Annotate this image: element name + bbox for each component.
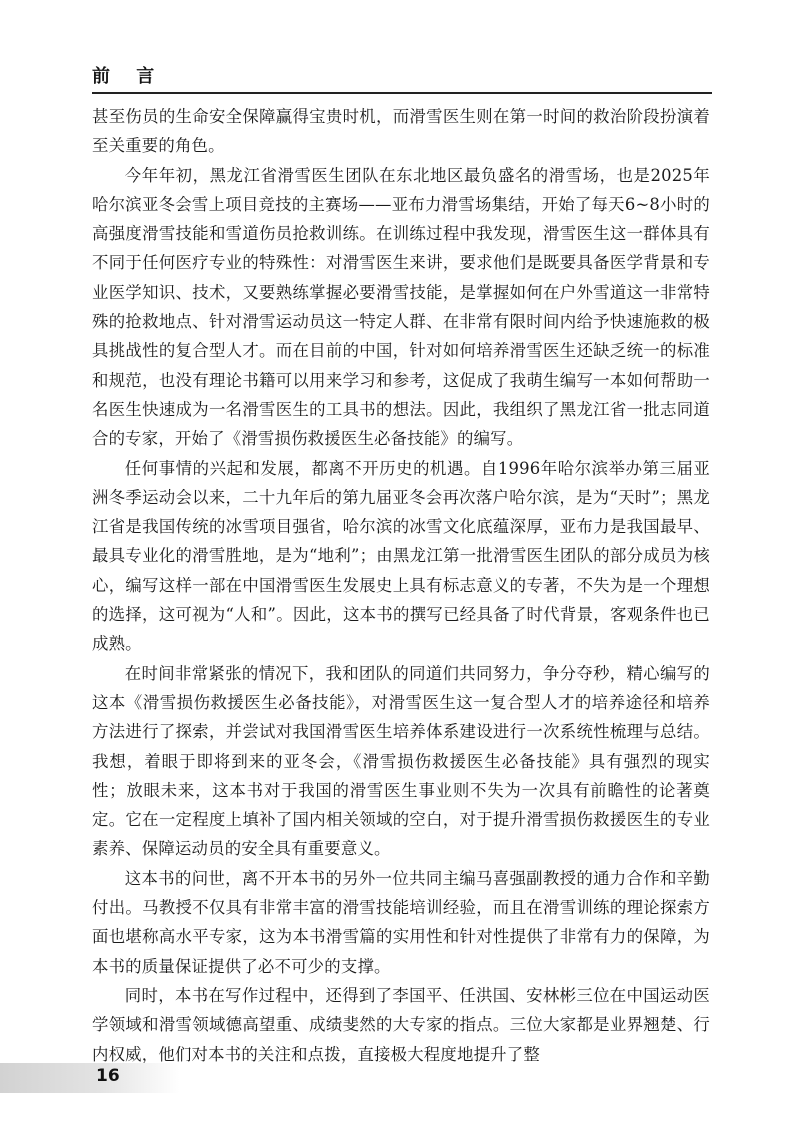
page-number: 16 — [96, 1066, 120, 1086]
paragraph-2: 今年年初，黑龙江省滑雪医生团队在东北地区最负盛名的滑雪场，也是2025年哈尔滨亚冬会雪上项目竞技的主赛场——亚布力滑雪场集结，开始了每天6~8小时的高强度滑雪技能和雪道伤员抢救训练。在训练过程中我发现，滑雪医生这一群体具有不同于任何医疗专业的特殊性：对滑雪医生来讲，要求他们是既要具备医学背景和专业医学知识、技术，又要熟练掌握必要滑雪技能，是掌握如何在户外雪道这一非常特殊的抢救地点、针对滑雪运动员这一特定人群、在非常有限时间内给予快速施救的极具挑战性的复合型人才。而在目前的中国，针对如何培养滑雪医生还缺乏统一的标准和规范，也没有理论书籍可以用来学习和参考，这促成了我萌生编写一本如何帮助一名医生快速成为一名滑雪医生的工具书的想法。因此，我组织了黑龙江省一批志同道合的专家，开始了《滑雪损伤救援医生必备技能》的编写。 — [92, 165, 710, 449]
footer-bar — [0, 1063, 180, 1093]
paragraph-1: 甚至伤员的生命安全保障赢得宝贵时机，而滑雪医生则在第一时间的救治阶段扮演着至关重要的角色。 — [92, 107, 710, 156]
paragraph-3: 任何事情的兴起和发展，都离不开历史的机遇。自1996年哈尔滨举办第三届亚洲冬季运动会以来，二十九年后的第九届亚冬会再次落户哈尔滨，是为“天时”；黑龙江省是我国传统的冰雪项目强省，哈尔滨的冰雪文化底蕴深厚，亚布力是我国最早、最具专业化的滑雪胜地，是为“地利”；由黑龙江第一批滑雪医生团队的部分成员为核心，编写这样一部在中国滑雪医生发展史上具有标志意义的专著，不失为是一个理想的选择，这可视为“人和”。因此，这本书的撰写已经具备了时代背景，客观条件也已成熟。 — [92, 458, 710, 654]
section-header: 前 言 — [92, 66, 165, 87]
header-divider — [92, 92, 712, 94]
paragraph-6: 同时，本书在写作过程中，还得到了李国平、任洪国、安林彬三位在中国运动医学领域和滑雪领域德高望重、成绩斐然的大专家的指点。三位大家都是业界翘楚、行内权威，他们对本书的关注和点拨，直接极大程度地提升了整 — [92, 985, 710, 1064]
body-text — [92, 102, 710, 1069]
paragraph-4: 在时间非常紧张的情况下，我和团队的同道们共同努力，争分夺秒，精心编写的这本《滑雪损伤救援医生必备技能》，对滑雪医生这一复合型人才的培养途径和培养方法进行了探索，并尝试对我国滑雪医生培养体系建设进行一次系统性梳理与总结。我想，着眼于即将到来的亚冬会，《滑雪损伤救援医生必备技能》具有强烈的现实性；放眼未来，这本书对于我国的滑雪医生事业则不失为一次具有前瞻性的论著奠定。它在一定程度上填补了国内相关领域的空白，对于提升滑雪损伤救援医生的专业素养、保障运动员的安全具有重要意义。 — [92, 663, 710, 859]
paragraph-5: 这本书的问世，离不开本书的另外一位共同主编马喜强副教授的通力合作和辛勤付出。马教授不仅具有非常丰富的滑雪技能培训经验，而且在滑雪训练的理论探索方面也堪称高水平专家，这为本书滑雪篇的实用性和针对性提供了非常有力的保障，为本书的质量保证提供了必不可少的支撑。 — [92, 868, 710, 976]
